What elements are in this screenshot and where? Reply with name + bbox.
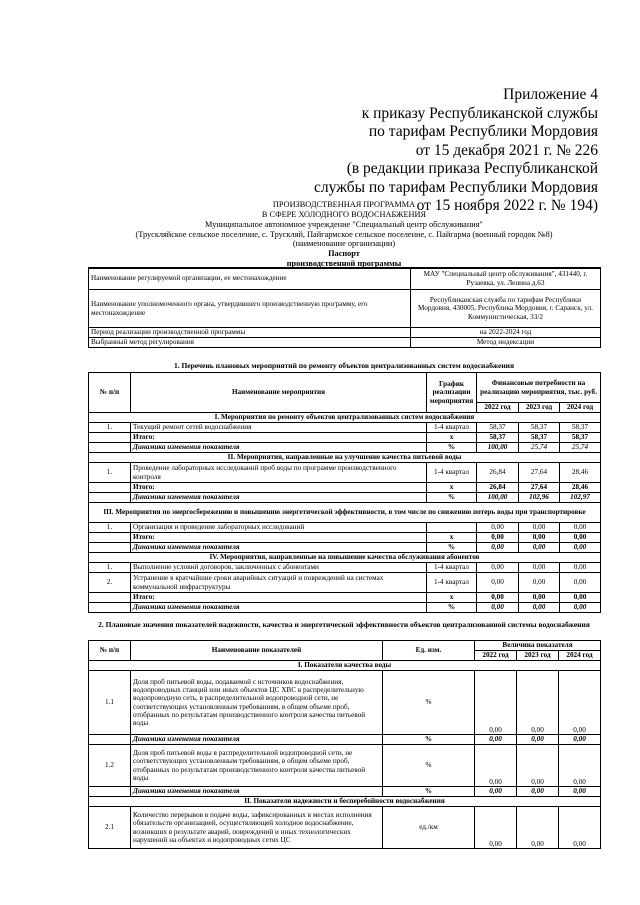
passport-value: Метод индексации [411, 338, 601, 348]
section2-title: 2. Плановые значения показателей надежности, качества и энергетической эффективности объектов централизованной системы водоснабжения [98, 620, 590, 629]
repair-measures-table [88, 372, 601, 613]
row-name: Доля проб питьевой воды в распределительной водопроводной сети, не соответствующих установленным требованиям, в общем объеме проб, отобранных по результатам производственного контроля качества питьевой воды [131, 745, 383, 787]
row-name: Итого: [131, 533, 427, 543]
row-value: 0,00 [519, 523, 560, 533]
dynamics-row [89, 493, 601, 503]
table-header-row [89, 373, 601, 403]
row-unit: ед./км [383, 807, 475, 849]
document-titles [88, 200, 600, 269]
row-value: 100,00 [477, 443, 519, 453]
row-schedule: 1-4 квартал [427, 573, 477, 593]
header-line: службы по тарифам Республики Мордовия [314, 178, 598, 196]
total-row [89, 483, 601, 493]
row-value: 0,00 [477, 573, 519, 593]
program-title: ПРОИЗВОДСТВЕННАЯ ПРОГРАММА [272, 200, 416, 209]
header-line: по тарифам Республики Мордовия [368, 123, 598, 140]
row-schedule: х [427, 483, 477, 493]
row-value: 0,00 [519, 603, 560, 613]
group-title: I. Мероприятия по ремонту объектов централизованных систем водоснабжения [89, 413, 601, 423]
table-header-row [89, 641, 601, 651]
dynamics-row [89, 787, 601, 797]
row-value: 27,64 [519, 483, 560, 493]
table-row [89, 423, 601, 433]
col-indicator-name: Наименование показателей [131, 641, 383, 661]
passport-row [89, 328, 601, 338]
row-value: 0,00 [560, 593, 601, 603]
row-value: 0,00 [560, 603, 601, 613]
header-line: к приказу Республиканской службы [361, 104, 598, 122]
header-line: от 15 ноября 2022 г. № 194) [416, 197, 598, 214]
group-title: II. Мероприятия, направленные на улучшение качества питьевой воды [89, 453, 601, 463]
row-value: 0,00 [560, 543, 601, 553]
row-unit: % [383, 735, 475, 745]
organization-hint: (наименование организации) [292, 239, 396, 249]
row-value: 58,37 [560, 433, 601, 443]
row-value: 0,00 [559, 735, 601, 745]
row-name: Количество перерывов в подаче воды, зафиксированных в местах исполнения обязательств организацией, осуществляющей холодное водоснабжение, возникших в результате аварий, повреждений и иных технологических нарушений на объектах и водопроводных сетях ЦС [131, 807, 383, 849]
row-value: 102,97 [560, 493, 601, 503]
header-line: от 15 декабря 2021 г. № 226 [415, 141, 598, 159]
row-value: 58,37 [477, 423, 519, 433]
group-title-row [89, 797, 601, 807]
row-value: 0,00 [477, 533, 519, 543]
dynamics-row [89, 543, 601, 553]
row-unit: % [383, 745, 475, 787]
row-number: 1. [89, 523, 131, 533]
passport-label: Наименование уполномоченного органа, утвердившего производственную программу, его местонахождение [89, 290, 411, 328]
group-title-row [89, 413, 601, 423]
row-unit: % [383, 671, 475, 735]
row-value: 0,00 [477, 543, 519, 553]
row-name: Итого: [131, 593, 427, 603]
row-unit: % [427, 443, 477, 453]
row-value: 0,00 [475, 745, 517, 787]
col-number: № п/п [89, 641, 131, 661]
col-number: № п/п [89, 373, 131, 413]
row-value: 25,74 [519, 443, 560, 453]
row-value: 100,00 [477, 493, 519, 503]
group-title-row [89, 553, 601, 563]
row-number: 1. [89, 463, 131, 483]
row-number: 1.1 [89, 671, 131, 735]
row-value: 0,00 [475, 671, 517, 735]
row-name: Проведение лабораторных исследований проб воды по программе производственного контроля [131, 463, 427, 483]
row-number: 1.2 [89, 745, 131, 787]
row-schedule: х [427, 593, 477, 603]
row-unit: % [427, 493, 477, 503]
row-number: 1. [89, 563, 131, 573]
row-name: Итого: [131, 433, 427, 443]
row-value: 0,00 [517, 787, 559, 797]
total-row [89, 533, 601, 543]
row-value: 0,00 [475, 787, 517, 797]
col-year-2023: 2023 год [519, 403, 560, 413]
row-value: 0,00 [559, 671, 601, 735]
row-name: Доля проб питьевой воды, подаваемой с источников водоснабжения, водопроводных станций или иных объектов ЦС ХВС в распределительную водопроводную сеть, в распределительной водопроводной сети, не соответствующих установленным требованиям, в общем объеме проб, отобранных по результатам производственного контроля качества питьевой воды [131, 671, 383, 735]
row-unit: % [427, 603, 477, 613]
row-name: Динамика изменения показателя [131, 735, 383, 745]
passport-value: Республиканская служба по тарифам Республики Мордовия, 430005, Республика Мордовия, г. Саранск, ул. Коммунистическая, 33/2 [411, 290, 601, 328]
group-title: IV. Мероприятия, направленные на повышение качества обслуживания абонентов [89, 553, 601, 563]
col-unit: Ед. изм. [383, 641, 475, 661]
row-value: 0,00 [475, 807, 517, 849]
passport-label: Период реализации производственной программы [89, 328, 411, 338]
table-row [89, 573, 601, 593]
table-row [89, 563, 601, 573]
row-name: Динамика изменения показателя [131, 603, 427, 613]
col-year-2022: 2022 год [477, 403, 519, 413]
passport-table [88, 267, 601, 348]
group-title: I. Показатели качества воды [89, 661, 601, 671]
row-name: Итого: [131, 483, 427, 493]
row-name: Динамика изменения показателя [131, 543, 427, 553]
row-value: 0,00 [519, 593, 560, 603]
order-appendix-header [298, 86, 598, 216]
organization-name: Муниципальное автономное учреждение "Специальный центр обслуживания" [205, 220, 483, 230]
passport-label: Выбранный метод регулирования [89, 338, 411, 348]
row-value: 0,00 [517, 807, 559, 849]
dynamics-row [89, 735, 601, 745]
row-value: 102,96 [519, 493, 560, 503]
passport-subtitle: производственной программы [88, 259, 600, 270]
col-measure-name: Наименование мероприятия [131, 373, 427, 413]
dynamics-row [89, 443, 601, 453]
row-name: Динамика изменения показателя [131, 443, 427, 453]
passport-label: Наименование регулируемой организации, ее местонахождение [89, 268, 411, 290]
passport-value: МАУ "Специальный центр обслуживания", 431440, г. Рузаевка, ул. Ленина д.63 [411, 268, 601, 290]
row-value: 0,00 [475, 735, 517, 745]
table-row [89, 671, 601, 735]
row-value: 0,00 [559, 807, 601, 849]
row-schedule: 1-4 квартал [427, 463, 477, 483]
row-value: 0,00 [477, 563, 519, 573]
organization-area: (Трускляйское сельское поселение, с. Трускляй, Пайгармское сельское поселение, с. Пайгарма (военный городок №8) [135, 229, 553, 239]
col-year-2022: 2022 год [475, 651, 517, 661]
row-value: 58,37 [519, 423, 560, 433]
row-schedule [427, 523, 477, 533]
group-title: II. Показатели надежности и бесперебойности водоснабжения [89, 797, 601, 807]
row-name: Динамика изменения показателя [131, 787, 383, 797]
row-value: 58,37 [519, 433, 560, 443]
col-year-2024: 2024 год [560, 403, 601, 413]
col-schedule: График реализации мероприятия [427, 373, 477, 413]
total-row [89, 593, 601, 603]
row-value: 0,00 [519, 533, 560, 543]
row-value: 26,84 [477, 483, 519, 493]
sphere-title: В СФЕРЕ ХОЛОДНОГО ВОДОСНАБЖЕНИЯ [261, 209, 427, 219]
row-number: 1. [89, 423, 131, 433]
passport-row [89, 268, 601, 290]
row-value: 0,00 [560, 523, 601, 533]
col-year-2023: 2023 год [517, 651, 559, 661]
row-name: Выполнение условий договоров, заключенных с абонентами [131, 563, 427, 573]
row-value: 0,00 [519, 543, 560, 553]
row-value: 0,00 [477, 523, 519, 533]
passport-title: Паспорт [328, 248, 360, 258]
section1-title: 1. Перечень плановых мероприятий по ремонту объектов централизованных систем водоснабжения [173, 361, 515, 370]
row-value: 0,00 [560, 563, 601, 573]
row-name: Динамика изменения показателя [131, 493, 427, 503]
row-value: 0,00 [517, 671, 559, 735]
row-value: 25,74 [560, 443, 601, 453]
total-row [89, 433, 601, 443]
row-name: Текущий ремонт сетей водоснабжения [131, 423, 427, 433]
row-value: 0,00 [559, 745, 601, 787]
row-value: 28,46 [560, 463, 601, 483]
header-line: (в редакции приказа Республиканской [346, 160, 598, 177]
table-row [89, 745, 601, 787]
row-value: 0,00 [517, 745, 559, 787]
row-number: 2.1 [89, 807, 131, 849]
row-name: Устранение в кратчайшие сроки аварийных ситуаций и повреждений на системах коммунальной инфраструктуры [131, 573, 427, 593]
passport-row [89, 338, 601, 348]
row-unit: % [383, 787, 475, 797]
row-schedule: х [427, 433, 477, 443]
passport-value: на 2022-2024 год [411, 328, 601, 338]
passport-row [89, 290, 601, 328]
row-value: 0,00 [517, 735, 559, 745]
row-unit: % [427, 543, 477, 553]
row-schedule: 1-4 квартал [427, 563, 477, 573]
dynamics-row [89, 603, 601, 613]
table-row [89, 807, 601, 849]
row-value: 58,37 [477, 433, 519, 443]
row-value: 28,46 [560, 483, 601, 493]
row-value: 0,00 [559, 787, 601, 797]
row-value: 0,00 [560, 573, 601, 593]
row-value: 0,00 [519, 573, 560, 593]
group-title-row [89, 661, 601, 671]
group-title-row [89, 503, 601, 523]
row-value: 26,84 [477, 463, 519, 483]
col-year-2024: 2024 год [559, 651, 601, 661]
table-row [89, 523, 601, 533]
row-schedule: 1-4 квартал [427, 423, 477, 433]
header-line: Приложение 4 [503, 86, 598, 103]
row-schedule: х [427, 533, 477, 543]
col-indicator-value: Величина показателя [475, 641, 601, 651]
row-value: 58,37 [560, 423, 601, 433]
row-value: 0,00 [477, 593, 519, 603]
row-name: Организация и проведение лабораторных исследований [131, 523, 427, 533]
row-value: 0,00 [560, 533, 601, 543]
col-financing: Финансовые потребности на реализацию мероприятия, тыс. руб. [477, 373, 601, 403]
group-title: III. Мероприятия по энергосбережению и повышению энергетической эффективности, в том числе по снижению потерь воды при транспортировке [89, 503, 601, 523]
row-value: 0,00 [477, 603, 519, 613]
row-value: 27,64 [519, 463, 560, 483]
row-value: 0,00 [519, 563, 560, 573]
row-number: 2. [89, 573, 131, 593]
indicators-table [88, 640, 601, 849]
group-title-row [89, 453, 601, 463]
table-row [89, 463, 601, 483]
